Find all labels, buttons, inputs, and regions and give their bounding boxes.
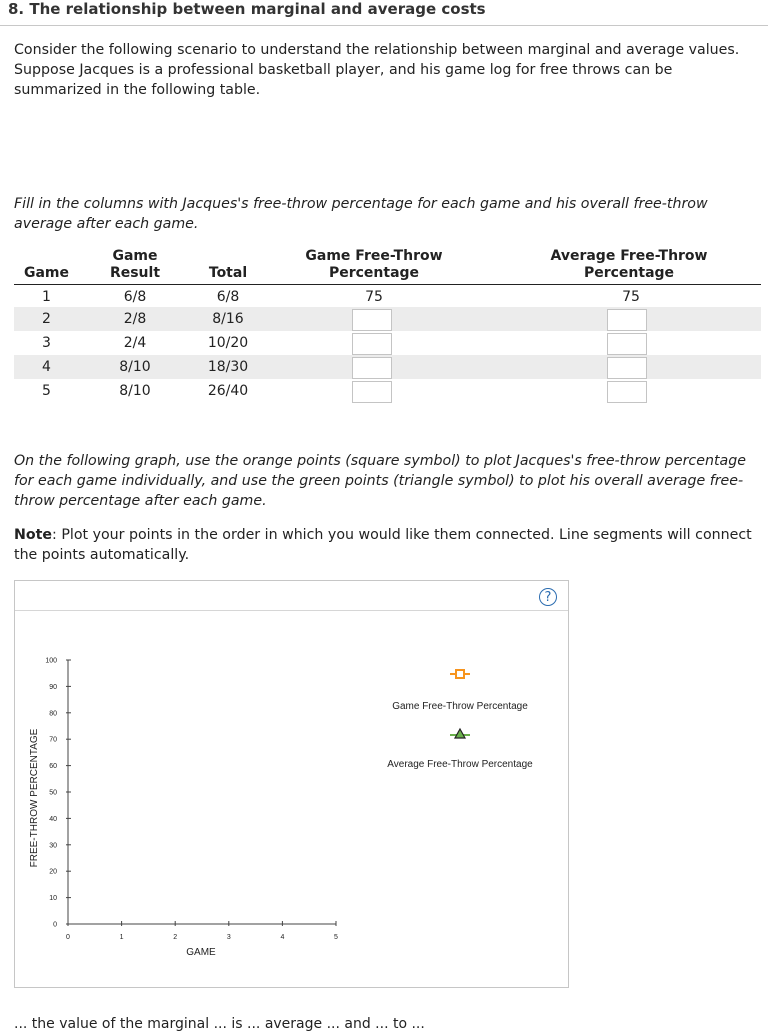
x-tick-label: 0 (66, 934, 70, 941)
cell-total: 6/8 (216, 289, 240, 305)
cell-game: 3 (42, 335, 51, 351)
y-tick-label: 40 (49, 815, 57, 823)
game-pct-input-4[interactable] (352, 357, 392, 379)
avg-pct-input-2[interactable] (607, 309, 647, 331)
graph-panel[interactable] (14, 580, 569, 988)
legend-game-pct-tool[interactable] (450, 670, 470, 678)
y-tick-label: 20 (49, 868, 57, 876)
cell-result: 8/10 (119, 359, 151, 375)
game-pct-input-3[interactable] (352, 333, 392, 355)
intro-paragraph: Consider the following scenario to understand the relationship between marginal and average values. Suppose Jacques is a professional basketball player, and his game log for free throws can be summarized in the following table. (14, 42, 740, 98)
table-row (14, 379, 761, 403)
cell-game: 5 (42, 383, 51, 399)
game-pct-input-2[interactable] (352, 309, 392, 331)
table-row (14, 355, 761, 379)
avg-pct-input-5[interactable] (607, 381, 647, 403)
graph-instruction: On the following graph, use the orange points (square symbol) to plot Jacques's free-throw percentage for each game individually, and use the green points (triangle symbol) to plot his overall average free-throw percentage after each game. (14, 453, 746, 509)
avg-pct-input-3[interactable] (607, 333, 647, 355)
avg-pct-input-4[interactable] (607, 357, 647, 379)
game-pct-input-5[interactable] (352, 381, 392, 403)
cell-game: 4 (42, 359, 51, 375)
cell-total: 8/16 (212, 311, 244, 327)
x-tick-label: 4 (280, 934, 285, 941)
cell-result: 2/8 (123, 311, 147, 327)
orange-square-icon[interactable] (456, 670, 464, 678)
header-avg-pct-line1: Average Free-Throw (550, 248, 708, 264)
x-tick-label: 2 (173, 934, 178, 941)
y-tick-label: 70 (49, 736, 57, 744)
green-triangle-icon[interactable] (455, 729, 465, 738)
table-instruction: Fill in the columns with Jacques's free-throw percentage for each game and his overall free-throw average after each game. (14, 196, 708, 232)
note-paragraph (14, 525, 754, 565)
table-row (14, 331, 761, 355)
y-tick-label: 10 (49, 895, 57, 903)
table-row (14, 285, 761, 309)
y-tick-label: 0 (53, 921, 57, 929)
cell-game-pct: 75 (365, 289, 383, 305)
cell-total: 26/40 (207, 383, 249, 399)
cell-result: 8/10 (119, 383, 151, 399)
y-tick-label: 80 (49, 710, 57, 718)
header-result-line2: Result (109, 265, 161, 281)
x-tick-label: 5 (334, 934, 338, 941)
cell-game: 1 (42, 289, 51, 305)
title-divider (0, 25, 768, 26)
cell-total: 10/20 (207, 335, 249, 351)
header-game-pct-line2: Percentage (328, 265, 420, 281)
y-axis-title: FREE-THROW PERCENTAGE (29, 728, 40, 868)
axes (45, 658, 338, 942)
x-tick-label: 1 (119, 934, 124, 941)
cell-game: 2 (42, 311, 51, 327)
header-game-pct-line1: Game Free-Throw (305, 248, 443, 264)
cell-result: 2/4 (123, 335, 147, 351)
y-tick-label: 60 (49, 763, 57, 771)
y-tick-label: 100 (45, 657, 57, 665)
x-axis-title: GAME (186, 947, 216, 958)
legend-avg-pct-tool[interactable] (450, 729, 470, 738)
x-tick-label: 3 (226, 934, 231, 941)
header-total: Total (208, 265, 248, 281)
header-game: Game (23, 265, 70, 281)
cell-result: 6/8 (123, 289, 147, 305)
legend-game-pct-label: Game Free-Throw Percentage (392, 701, 528, 712)
y-tick-label: 50 (49, 789, 57, 797)
y-tick-label: 30 (49, 842, 57, 850)
graph-canvas[interactable] (15, 581, 568, 987)
question-title: 8. The relationship between marginal and average costs (8, 0, 486, 18)
legend-avg-pct-label: Average Free-Throw Percentage (387, 759, 533, 770)
y-tick-label: 90 (49, 683, 57, 691)
header-avg-pct-line2: Percentage (583, 265, 675, 281)
note-label: Note (14, 527, 53, 543)
footer-partial-text: ... the value of the marginal ... is ... average ... and ... to ... (14, 1016, 425, 1032)
note-text: : Plot your points in the order in which you would like them connected. Line segments will connect the points automatically. (14, 527, 752, 563)
table-row (14, 307, 761, 331)
header-result-line1: Game (112, 248, 158, 264)
cell-total: 18/30 (207, 359, 249, 375)
help-icon[interactable]: ? (539, 588, 557, 606)
cell-avg-pct: 75 (622, 289, 640, 305)
